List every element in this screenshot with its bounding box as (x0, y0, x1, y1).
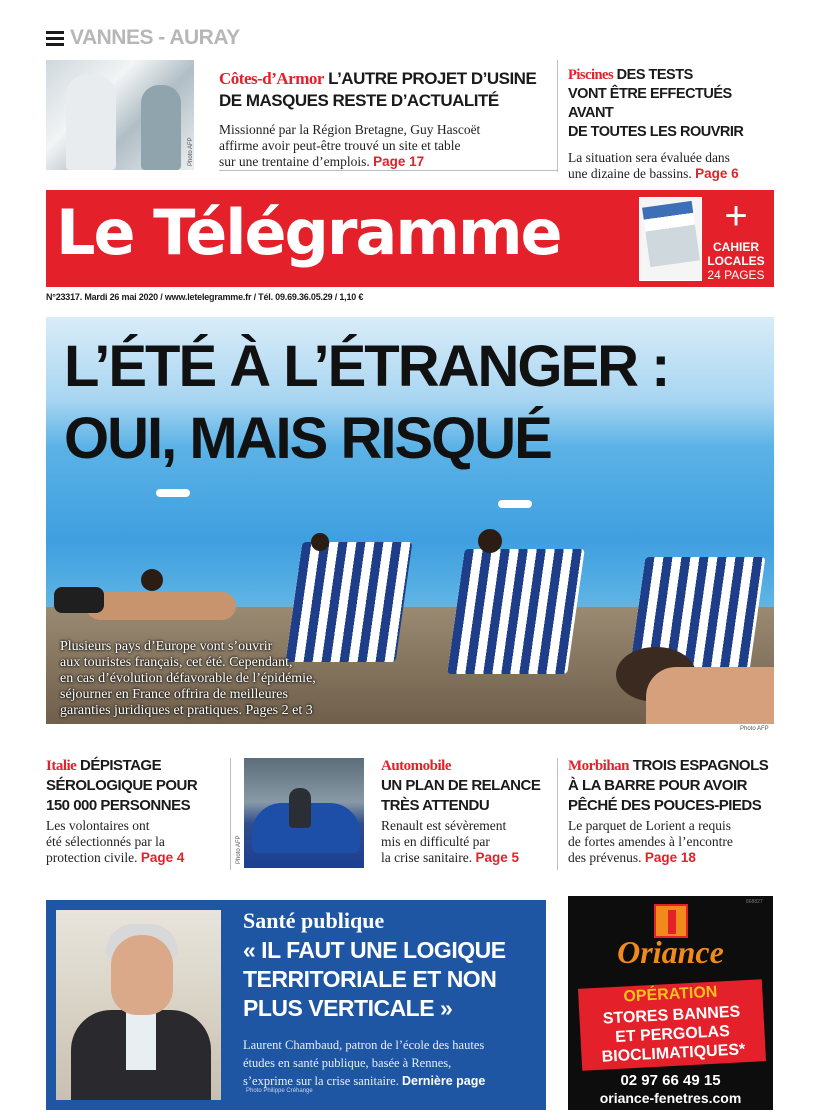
page-link[interactable]: Page 18 (644, 850, 696, 865)
divider (230, 758, 231, 870)
story-kicker: Côtes-d’Armor (219, 69, 324, 88)
page-link[interactable]: Pages 2 et 3 (245, 703, 313, 718)
supplement-thumbnail[interactable] (639, 197, 702, 281)
story-title-line: DE TOUTES LES ROUVRIR (568, 124, 744, 140)
story-kicker: Piscines (568, 67, 614, 83)
story-body: Laurent Chambaud, patron de l’école des hautes études en santé publique, basée à Rennes, s’exprime sur la crise sanitaire. Dernière page (243, 1038, 486, 1088)
divider (557, 60, 558, 172)
ad-brand: Oriance (617, 934, 724, 970)
ad-line: ET PERGOLAS (614, 1022, 731, 1046)
photo-credit: Photo AFP (236, 835, 242, 864)
story-body-line: Missionné par la Région Bretagne, Guy Hascoët (219, 122, 481, 137)
car-factory-photo (244, 758, 364, 868)
story-italie[interactable]: Italie DÉPISTAGE SÉROLOGIQUE POUR 150 000 PERSONNES Les volontaires ont été sélectionnés par la protection civile. Page 4 (46, 757, 198, 865)
story-body-line: sur une trentaine d’emplois. (219, 154, 370, 169)
story-body-line: une dizaine de bassins. (568, 166, 692, 181)
supplement-label: CAHIER LOCALES (707, 240, 765, 268)
plus-icon: + (724, 194, 748, 238)
edition-label: VANNES - AURAY (70, 26, 240, 49)
masthead (46, 190, 774, 287)
ad-line: STORES BANNES (602, 1003, 741, 1028)
page-link[interactable]: Page 5 (475, 850, 519, 865)
photo-credit: Photo AFP (740, 726, 769, 732)
hero-headline: L’ÉTÉ À L’ÉTRANGER : OUI, MAIS RISQUÉ (64, 334, 669, 471)
issue-line: N°23317. Mardi 26 mai 2020 / www.letelegramme.fr / Tél. 09.69.36.05.29 / 1,10 € (46, 292, 364, 302)
story-masques[interactable] (219, 68, 549, 170)
supplement-pages: 24 PAGES (707, 268, 765, 282)
portrait-photo (56, 910, 221, 1100)
ad-phone[interactable]: 02 97 66 49 15 (620, 1072, 721, 1089)
ad-operation: OPÉRATION (623, 983, 718, 1006)
story-title-line: VONT ÊTRE EFFECTUÉS AVANT (568, 86, 732, 121)
story-kicker: Italie (46, 758, 77, 774)
menu-icon[interactable] (46, 31, 64, 47)
photo-credit: Photo Philippe Créhange (246, 1088, 313, 1094)
story-automobile[interactable]: Automobile UN PLAN DE RELANCE TRÈS ATTENDU Renault est sévèrement mis en difficulté par la crise sanitaire. Page 5 (381, 758, 541, 865)
page-link[interactable]: Page 4 (140, 850, 185, 865)
story-title-line: DES TESTS (616, 67, 693, 83)
story-body-line: affirme avoir peut-être trouvé un site et table (219, 138, 461, 153)
page-link[interactable]: Page 17 (373, 154, 425, 169)
photo-credit: Photo AFP (188, 137, 194, 166)
divider (557, 758, 558, 870)
oriance-advertisement[interactable] (568, 896, 773, 1110)
story-kicker: Santé publique (243, 908, 385, 933)
ad-line: BIOCLIMATIQUES* (601, 1041, 746, 1066)
ad-website[interactable]: oriance-fenetres.com (599, 1090, 742, 1106)
hero-caption: Plusieurs pays d’Europe vont s’ouvrir aux touristes français, cet été. Cependant, en cas d’évolution défavorable de l’épidémie, séjourner en France offrira de meilleures garanties juridiques et pratiques. Pages 2 et 3 (60, 639, 316, 718)
divider (219, 170, 557, 171)
story-headline: « IL FAUT UNE LOGIQUE TERRITORIALE ET NON PLUS VERTICALE » (243, 937, 506, 1021)
story-body-line: La situation sera évaluée dans (568, 150, 730, 165)
page-link[interactable]: Dernière page (401, 1074, 486, 1088)
interview-box[interactable] (46, 900, 546, 1110)
story-piscines[interactable] (568, 66, 778, 182)
lab-photo (46, 60, 194, 170)
page-link[interactable]: Page 6 (695, 166, 739, 181)
newspaper-logo[interactable]: Le Télégramme (56, 196, 561, 269)
story-morbihan[interactable]: Morbihan TROIS ESPAGNOLS À LA BARRE POUR AVOIR PÊCHÉ DES POUCES-PIEDS Le parquet de Lorient a requis de fortes amendes à l’encontre des prévenus. Page 18 (568, 757, 769, 865)
story-title-line: DE MASQUES RESTE D’ACTUALITÉ (219, 91, 499, 110)
ad-offer-panel (578, 979, 766, 1071)
story-kicker: Automobile (381, 758, 451, 774)
ad-reference: 868827 (746, 899, 763, 905)
hero-photo[interactable] (46, 317, 774, 724)
story-title-line: L’AUTRE PROJET D’USINE (328, 69, 537, 88)
story-kicker: Morbihan (568, 758, 630, 774)
oriance-logo-icon (654, 904, 688, 938)
